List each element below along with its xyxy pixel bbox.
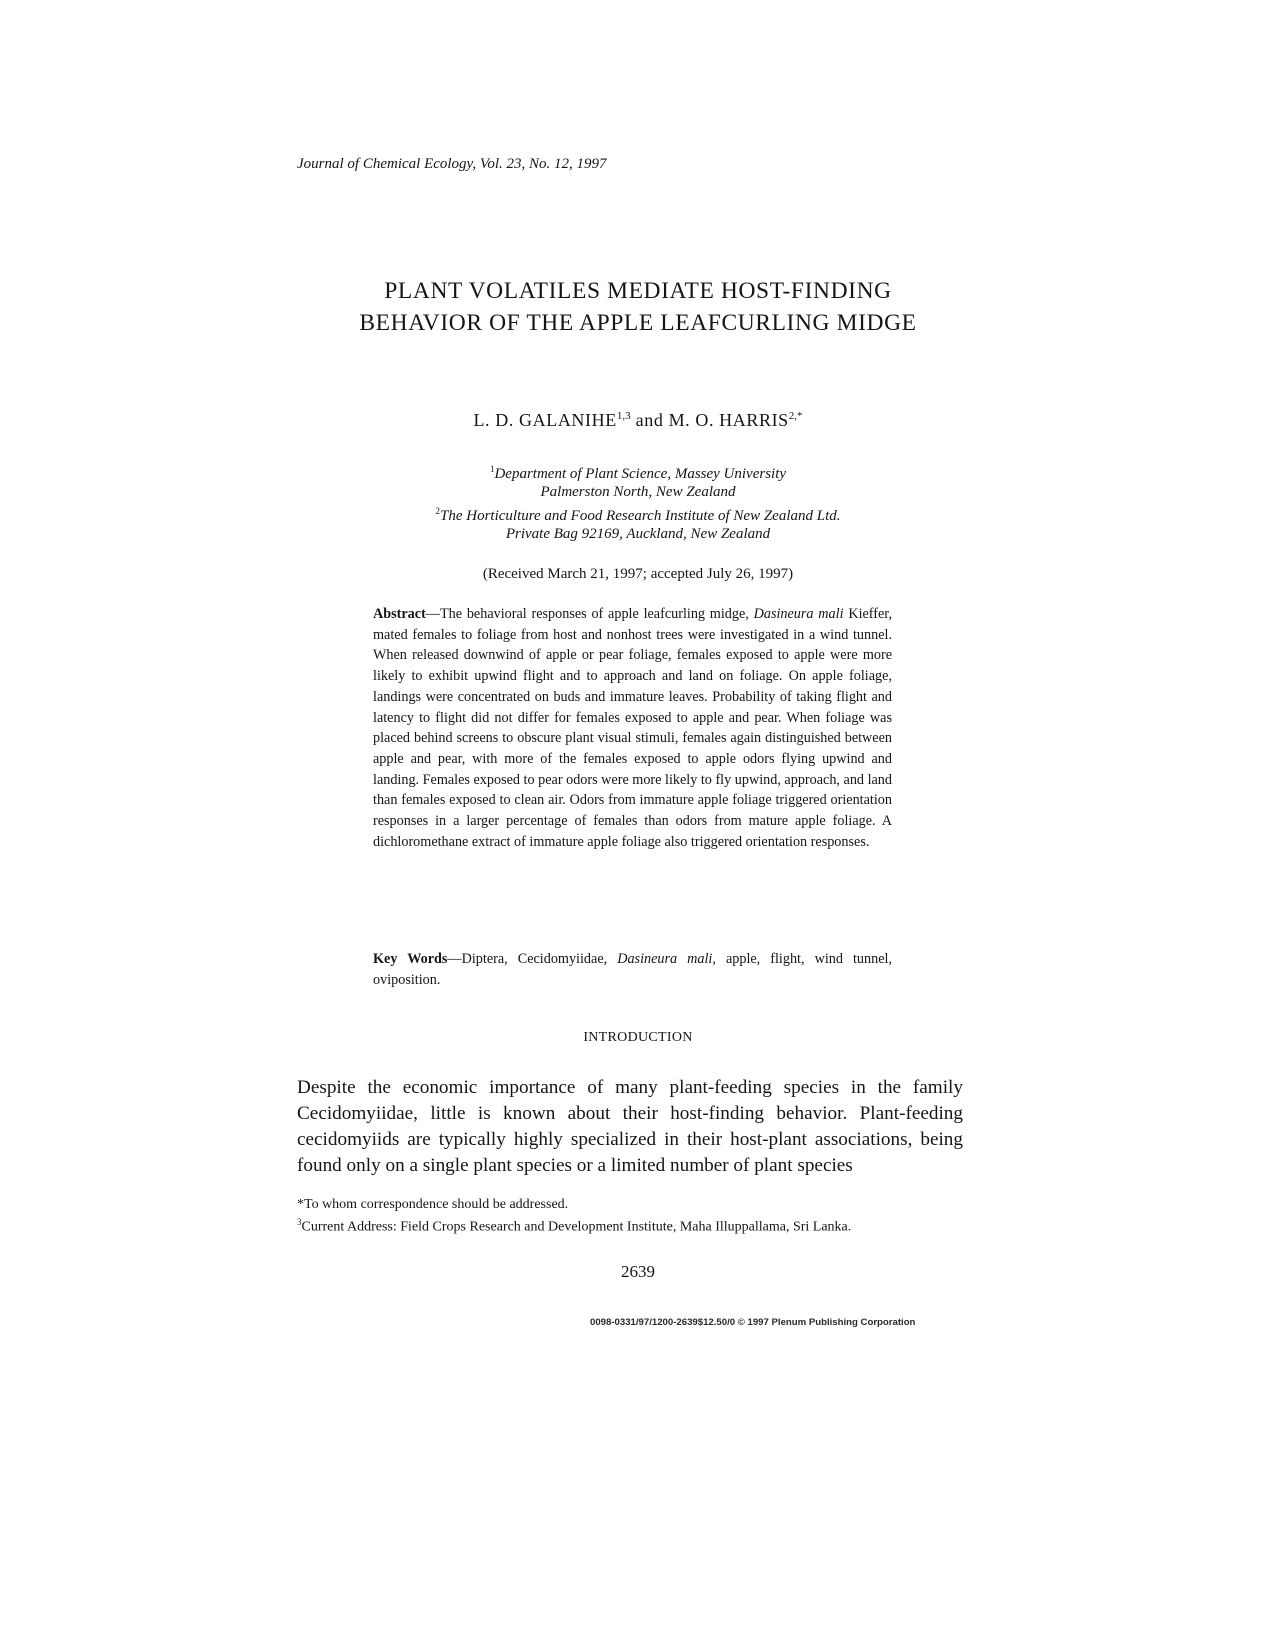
abstract-label: Abstract [373, 606, 426, 622]
keywords-label: Key Words [373, 951, 448, 967]
species-name: Dasineura mali [617, 951, 713, 967]
body-paragraph: Despite the economic importance of many plant-feeding species in the family Cecidomyiidae, little is known about their host-finding behavior. Plant-feeding cecidomyiids are typically highly specialized in their host-plant associations, being found only on a single plant species or a limited number of plant species [297, 1077, 963, 1176]
affiliation-line [0, 460, 1276, 483]
section-heading: INTRODUCTION [583, 1030, 693, 1045]
footnote-text: To whom correspondence should be addressed. [304, 1197, 569, 1212]
author-list [0, 410, 1276, 431]
footnote [297, 1196, 977, 1214]
page-number: 2639 [621, 1262, 655, 1281]
footnote [297, 1213, 977, 1237]
title-line-2: BEHAVIOR OF THE APPLE LEAFCURLING MIDGE [359, 310, 917, 336]
affiliation [0, 502, 1276, 543]
keywords-dash: — [447, 951, 462, 967]
affiliation [0, 460, 1276, 501]
abstract [373, 604, 892, 852]
affiliation-mark: 1 [489, 464, 495, 474]
affiliation-line [0, 502, 1276, 525]
author-affiliation-mark: 2,* [788, 410, 803, 422]
footnote-text: Current Address: Field Crops Research and Development Institute, Maha Illuppallama, Sri Lanka. [301, 1219, 852, 1235]
affiliation-text: The Horticulture and Food Research Institute of New Zealand Ltd. [439, 508, 841, 524]
journal-citation: Journal of Chemical Ecology, Vol. 23, No. 12, 1997 [297, 156, 607, 172]
author-name: L. D. GALANIHE [473, 410, 617, 430]
keywords-text: Diptera, Cecidomyiidae, [461, 951, 618, 967]
article-title [0, 275, 1276, 339]
affiliation-line: Private Bag 92169, Auckland, New Zealand [505, 526, 771, 542]
author-conjunction: and [635, 410, 664, 430]
affiliation-text: Department of Plant Science, Massey University [494, 466, 787, 482]
abstract-text: Kieffer, mated females to foliage from host and nonhost trees were investigated in a wind tunnel. When released downwind of apple or pear foliage, females exposed to apple were more likely to exhibit upwind flight and to approach and land on foliage. On apple foliage, landings were concentrated on buds and immature leaves. Probability of taking flight and latency to flight did not differ for females exposed to apple and pear. When foliage was placed behind screens to obscure plant visual stimuli, females again distinguished between apple and pear, with more of the females exposed to apple odors flying upwind and landing. Females exposed to pear odors were more likely to fly upwind, approach, and land than females exposed to clean air. Odors from immature apple foliage triggered orientation responses in a larger percentage of females than odors from mature apple foliage. A dichloromethane extract of immature apple foliage also triggered orientation responses. [373, 606, 892, 850]
abstract-text: The behavioral responses of apple leafcurling midge, [439, 606, 754, 622]
footnote-mark: 3 [297, 1217, 302, 1227]
author-affiliation-mark: 1,3 [616, 410, 631, 422]
keywords [373, 949, 892, 990]
abstract-dash: — [425, 606, 440, 622]
author-name: M. O. HARRIS [668, 410, 789, 430]
keywords-text: , apple, flight, wind tunnel, oviposition. [373, 951, 892, 988]
affiliation-mark: 2 [435, 506, 440, 516]
footnote-mark: * [297, 1197, 304, 1212]
title-line-1: PLANT VOLATILES MEDIATE HOST-FINDING [384, 278, 892, 304]
received-dates: (Received March 21, 1997; accepted July 26, 1997) [482, 566, 794, 582]
copyright-line: 0098-0331/97/1200-2639$12.50/0 © 1997 Plenum Publishing Corporation [590, 1317, 916, 1328]
species-name: Dasineura mali [753, 606, 844, 622]
affiliation-line: Palmerston North, New Zealand [540, 484, 736, 500]
